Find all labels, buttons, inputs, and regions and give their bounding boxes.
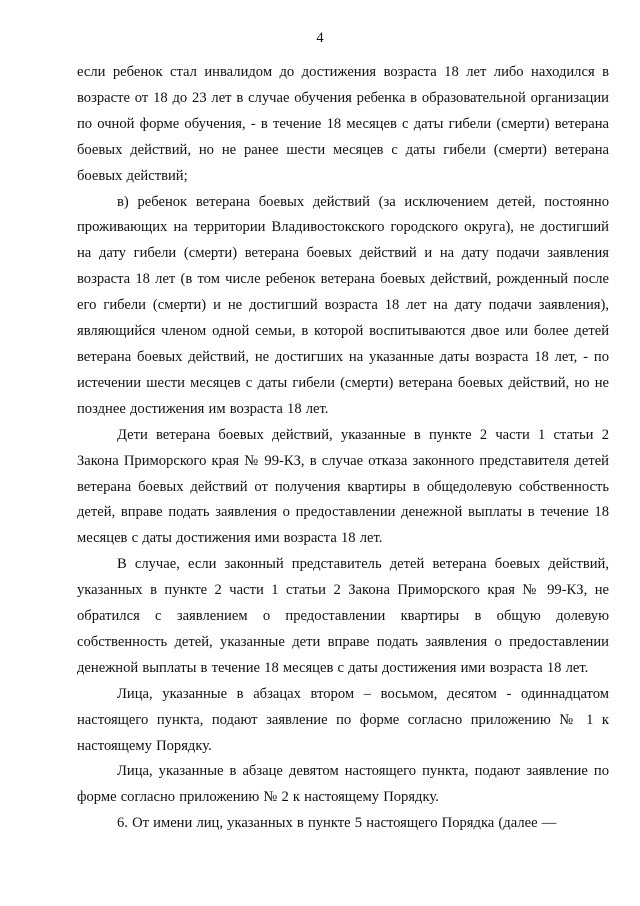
document-body: [77, 60, 609, 837]
paragraph-item-6: 6. От имени лиц, указанных в пункте 5 настоящего Порядка (далее —: [117, 815, 557, 832]
paragraph-continuation: если ребенок стал инвалидом до достижения возраста 18 лет либо находился в возрасте от 18 до 23 лет в случае обучения ребенка в образовательной организации по очной форме обучения, - в течение 18 месяцев с даты гибели (смерти) ветерана боевых действий, но не ранее шести месяцев с даты гибели (смерти) ветерана боевых действий;: [77, 64, 609, 184]
paragraph-representative-not-applied: В случае, если законный представитель детей ветерана боевых действий, указанных в пункте 2 части 1 статьи 2 Закона Приморского края № 99-КЗ, не обратился с заявлением о предоставлении квартиры в общую долевую собственность детей, указанные дети вправе подать заявления о предоставлении денежной выплаты в течение 18 месяцев с даты достижения ими возраста 18 лет.: [77, 556, 609, 676]
paragraph-form-appendix-2: Лица, указанные в абзаце девятом настоящего пункта, подают заявление по форме согласно приложению № 2 к настоящему Порядку.: [77, 763, 609, 806]
paragraph-form-appendix-1: Лица, указанные в абзацах втором – восьмом, десятом - одиннадцатом настоящего пункта, подают заявление по форме согласно приложению № 1 к настоящему Порядку.: [77, 685, 609, 754]
paragraph-subitem-v: в) ребенок ветерана боевых действий (за исключением детей, постоянно проживающих на территории Владивостокского городского округа), не достигший на дату гибели (смерти) ветерана боевых действий и на дату подачи заявления возраста 18 лет (в том числе ребенок ветерана боевых действий, рожденный после его гибели (смерти) и не достигший возраста 18 лет на дату подачи заявления), являющийся членом одной семьи, в которой воспитываются двое или более детей ветерана боевых действий, не достигших на указанные даты возраста 18 лет, - по истечении шести месяцев с даты гибели (смерти) ветерана боевых действий, но не позднее достижения им возраста 18 лет.: [77, 193, 609, 417]
paragraph-children-refusal: Дети ветерана боевых действий, указанные в пункте 2 части 1 статьи 2 Закона Приморского края № 99-КЗ, в случае отказа законного представителя детей ветерана боевых действий от получения квартиры в общедолевую собственность детей, вправе подать заявления о предоставлении денежной выплаты в течение 18 месяцев с даты достижения ими возраста 18 лет.: [77, 426, 609, 547]
page-number: 4: [316, 30, 324, 46]
